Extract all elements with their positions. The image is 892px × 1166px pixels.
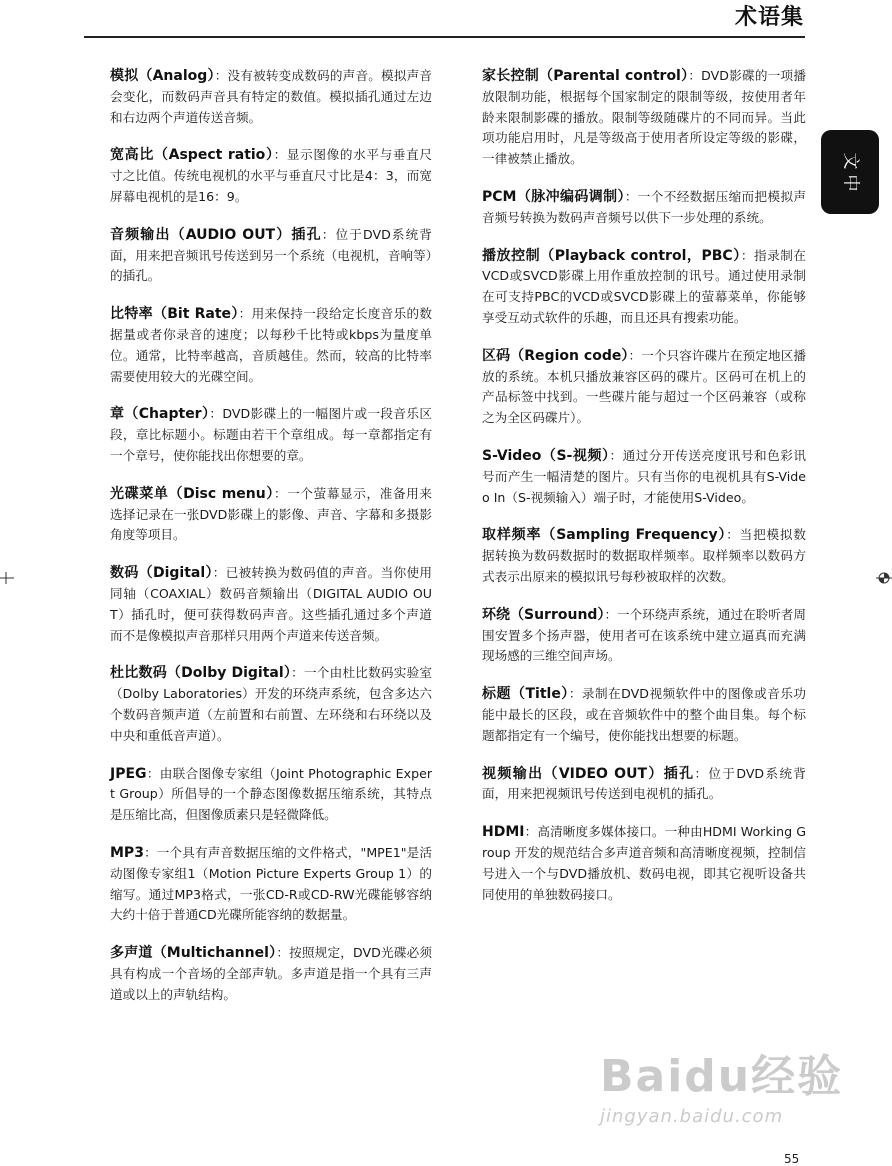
glossary-entry xyxy=(110,484,432,546)
glossary-definition: ：已被转换为数码值的声音。当你使用同轴（COAXIAL）数码音频输出（DIGITAL AUDIO OUT）插孔时，便可获得数码声音。这些插孔通过多个声道而不是像模拟声音那样只用两个声道来传送音频。 xyxy=(110,565,432,643)
glossary-definition: ：当把模拟数据转换为数码数据时的数据取样频率。取样频率以数码方式表示出原来的模拟讯号每秒被取样的次数。 xyxy=(482,527,807,584)
glossary-entry xyxy=(482,446,806,508)
crop-mark-right-icon xyxy=(876,570,892,586)
glossary-definition: ：一个不经数据压缩而把模拟声音频号转换为数码声音频号以供下一步处理的系统。 xyxy=(482,188,807,225)
glossary-definition: ：DVD影碟的一项播放限制功能，根据每个国家制定的限制等级，按使用者年龄来限制影碟的播放。限制等级随碟片的不同而异。当此项功能启用时，凡是等级高于使用者所设定等级的影碟，一律被禁止播放。 xyxy=(482,68,806,167)
glossary-entry xyxy=(110,404,432,466)
glossary-definition: ：DVD影碟上的一幅图片或一段音乐区段，章比标题小。标题由若干个章组成。每一章都指定有一个章号，使你能找出你想要的章。 xyxy=(110,406,432,463)
watermark-url: jingyan.baidu.com xyxy=(600,1106,784,1127)
glossary-definition: ：录制在DVD视频软件中的图像或音乐功能中最长的区段，或在音频软件中的整个曲目集。每个标题都指定有一个编号，使你能找出想要的标题。 xyxy=(482,686,806,743)
glossary-term: HDMI xyxy=(482,824,525,841)
glossary-definition: ：高清晰度多媒体接口。一种由HDMI Working Group 开发的规范结合多声道音频和高清晰度视频，控制信号进入一个与DVD播放机、数码电视，即其它视听设备共同使用的单独数码接口。 xyxy=(482,824,806,902)
glossary-entry xyxy=(110,145,432,207)
glossary-entry xyxy=(110,764,432,826)
glossary-term: MP3 xyxy=(110,844,144,861)
glossary-term: 家长控制（Parental control） xyxy=(482,68,689,84)
glossary-definition: ：用来保持一段给定长度音乐的数据量或者你录音的速度；以每秒千比特或kbps为量度单位。通常，比特率越高，音质越佳。然而，较高的比特率需要使用较大的光碟空间。 xyxy=(110,306,433,384)
crop-mark-left-icon xyxy=(0,570,14,586)
glossary-definition: ：显示图像的水平与垂直尺寸之比值。传统电视机的水平与垂直尺寸比是4：3，而宽屏幕电视机的是16：9。 xyxy=(110,147,432,204)
glossary-term: JPEG xyxy=(110,765,147,782)
glossary-entry xyxy=(482,764,806,806)
glossary-term: 比特率（Bit Rate） xyxy=(110,306,239,323)
glossary-entry xyxy=(482,684,806,746)
glossary-entry xyxy=(110,304,432,387)
glossary-term: 播放控制（Playback control，PBC） xyxy=(482,247,741,264)
glossary-term: S-Video（S-视频） xyxy=(482,447,610,464)
glossary-definition: ：一个只容许碟片在预定地区播放的系统。本机只播放兼容区码的碟片。区码可在机上的产品标签中找到。一些碟片能与超过一个区码兼容（或称之为全区码碟片）。 xyxy=(482,347,806,426)
glossary-term: 视频输出（VIDEO OUT）插孔 xyxy=(482,765,695,782)
language-tab xyxy=(821,130,879,214)
baidu-watermark xyxy=(600,1040,860,1150)
glossary-column-left xyxy=(110,66,432,1022)
glossary-definition: ：一个由杜比数码实验室（Dolby Laboratories）开发的环绕声系统，包含多达六个数码音频声道（左前置和右前置、左环绕和右环绕以及中央和重低音声道）。 xyxy=(110,665,432,743)
glossary-entry xyxy=(482,525,806,587)
glossary-definition: ：一个环绕声系统，通过在聆听者周围安置多个扬声器，使用者可在该系统中建立逼真而充满现场感的三维空间声场。 xyxy=(482,606,807,664)
header-divider xyxy=(84,36,805,38)
glossary-term: 环绕（Surround） xyxy=(482,606,605,623)
glossary-definition: ：一个具有声音数据压缩的文件格式，"MPE1"是活动图像专家组1（Motion Picture Experts Group 1）的缩写。通过MP3格式，一张CD-R或CD-RW光碟能够容纳大约十倍于普通CD光碟所能容纳的数据量。 xyxy=(110,844,432,923)
glossary-definition: ：没有被转变成数码的声音。模拟声音会变化，而数码声音具有特定的数值。模拟插孔通过左边和右边两个声道传送音频。 xyxy=(110,68,433,125)
glossary-term: 杜比数码（Dolby Digital） xyxy=(110,665,292,682)
glossary-term: PCM（脉冲编码调制） xyxy=(482,188,625,205)
glossary-entry xyxy=(482,187,806,229)
glossary-term: 音频输出（AUDIO OUT）插孔 xyxy=(110,226,322,243)
glossary-definition: ：指录制在VCD或SVCD影碟上用作重放控制的讯号。通过使用录制在可支持PBC的VCD或SVCD影碟上的萤幕菜单，你能够享受互动式软件的乐趣，而且还具有搜索功能。 xyxy=(482,247,806,325)
glossary-definition: ：位于DVD系统背面，用来把视频讯号传送到电视机的插孔。 xyxy=(482,765,806,802)
watermark-logo: Baidu经验 xyxy=(600,1051,844,1102)
glossary-entry xyxy=(110,943,432,1005)
glossary-term: 章（Chapter） xyxy=(110,406,210,423)
glossary-definition: ：按照规定，DVD光碟必须具有构成一个音场的全部声轨。多声道是指一个具有三声道或以上的声轨结构。 xyxy=(110,945,432,1002)
glossary-entry xyxy=(110,663,432,746)
language-tab-char-1: 文 xyxy=(840,152,860,170)
glossary-definition: ：通过分开传送亮度讯号和色彩讯号而产生一幅清楚的图片。只有当你的电视机具有S-Video In（S-视频输入）端子时，才能使用S-Video。 xyxy=(482,447,806,505)
glossary-definition: ：位于DVD系统背面，用来把音频讯号传送到另一个系统（电视机，音响等）的插孔。 xyxy=(110,226,432,284)
glossary-entry xyxy=(110,843,432,926)
glossary-entry xyxy=(110,66,432,128)
glossary-definition: ：由联合图像专家组（Joint Photographic Expert Group）所倡导的一个静态图像数据压缩系统，其特点是压缩比高，但图像质素只是轻微降低。 xyxy=(110,765,432,823)
glossary-term: 多声道（Multichannel） xyxy=(110,945,277,962)
glossary-entry xyxy=(110,225,432,287)
glossary-column-right xyxy=(482,66,806,922)
glossary-entry xyxy=(110,563,432,646)
glossary-term: 标题（Title） xyxy=(482,686,569,703)
glossary-term: 光碟菜单（Disc menu） xyxy=(110,485,274,502)
glossary-definition: ：一个萤幕显示，准备用来选择记录在一张DVD影碟上的影像、声音、字幕和多摄影角度等项目。 xyxy=(110,485,432,543)
glossary-term: 取样频率（Sampling Frequency） xyxy=(482,527,727,544)
glossary-entry xyxy=(482,246,806,329)
glossary-entry xyxy=(482,605,806,667)
glossary-entry xyxy=(482,346,806,429)
glossary-term: 区码（Region code） xyxy=(482,347,629,364)
glossary-term: 宽高比（Aspect ratio） xyxy=(110,147,274,164)
page-number: 55 xyxy=(784,1152,800,1166)
glossary-term: 数码（Digital） xyxy=(110,565,213,582)
glossary-entry xyxy=(482,822,806,905)
glossary-term: 模拟（Analog） xyxy=(110,68,215,84)
page-title: 术语集 xyxy=(734,5,804,30)
language-tab-char-2: 中 xyxy=(840,174,860,192)
glossary-entry xyxy=(482,66,806,170)
